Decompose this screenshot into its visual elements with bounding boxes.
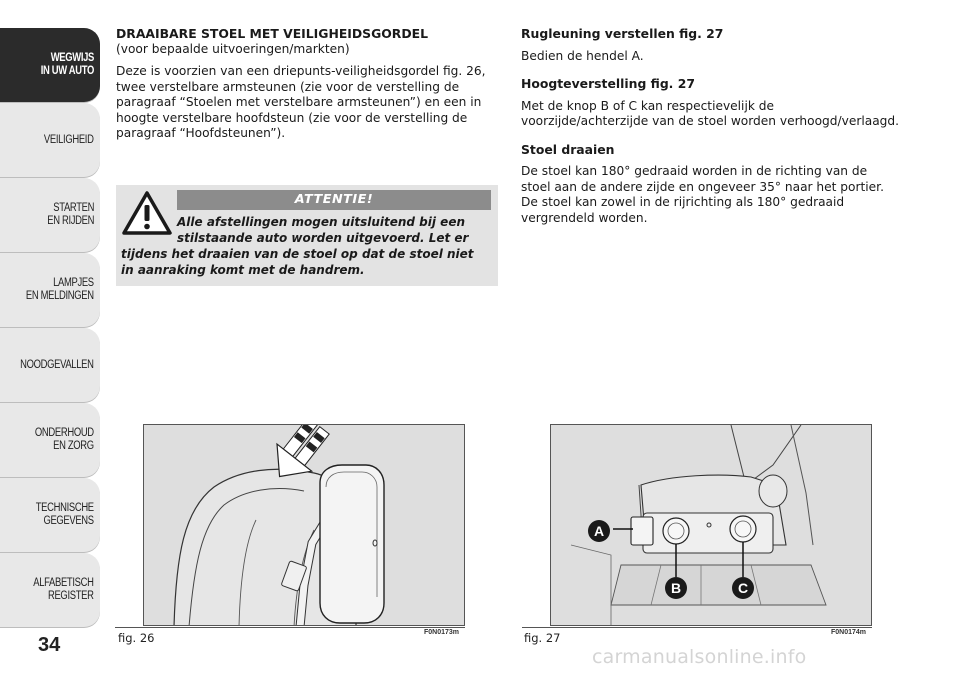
seat-belt-drawing bbox=[144, 425, 465, 626]
seat-controls-drawing bbox=[551, 425, 872, 626]
tab-label: VEILIGHEID bbox=[44, 133, 94, 146]
tab-label: ALFABETISCH REGISTER bbox=[33, 577, 94, 602]
right-column bbox=[521, 26, 921, 226]
callout-a bbox=[588, 520, 610, 542]
figure-26-seatbelt-illustration bbox=[143, 424, 465, 626]
callout-c bbox=[732, 577, 754, 599]
paragraph-line: paragraaf “Hoofdsteunen”). bbox=[116, 126, 286, 140]
tab-starten-en-rijden[interactable] bbox=[0, 178, 100, 252]
body-line: Bedien de hendel A. bbox=[521, 48, 644, 63]
body-line: voorzijde/achterzijde van de stoel worden verhoogd/verlaagd. bbox=[521, 114, 900, 128]
figure-caption: fig. 27 bbox=[524, 631, 561, 645]
figure-code: F0N0173m bbox=[424, 629, 460, 636]
section-title-rugleuning: Rugleuning verstellen fig. 27 bbox=[521, 26, 724, 41]
figure-rule bbox=[115, 627, 465, 628]
body-line: stoel aan de andere zijde en ongeveer 35° naar het portier. bbox=[521, 179, 884, 194]
tab-label: LAMPJES EN MELDINGEN bbox=[26, 277, 94, 302]
figure-rule bbox=[522, 627, 872, 628]
tab-label: WEGWIJS IN UW AUTO bbox=[40, 52, 94, 77]
paragraph-line: hoogte verstelbare hoofdsteun (zie voor de verstelling de bbox=[116, 110, 468, 125]
paragraph-line: paragraaf “Stoelen met verstelbare armsteunen”) en een in bbox=[116, 95, 482, 109]
section-heading: DRAAIBARE STOEL MET VEILIGHEIDSGORDEL bbox=[116, 26, 428, 41]
warning-line: Alle afstellingen mogen uitsluitend bij een bbox=[177, 215, 465, 229]
body-line: De stoel kan zowel in de rijrichting als 180° gedraaid bbox=[521, 195, 845, 209]
callout-label-a: A bbox=[593, 523, 605, 539]
body-line: De stoel kan 180° gedraaid worden in de richting van de bbox=[521, 164, 868, 178]
paragraph-line: Deze is voorzien van een driepunts-veiligheidsgordel fig. 26, bbox=[116, 64, 486, 78]
section-subheading: (voor bepaalde uitvoeringen/markten) bbox=[116, 41, 350, 56]
callout-label-c: C bbox=[737, 580, 749, 596]
page-number: 34 bbox=[38, 634, 61, 656]
left-column bbox=[116, 26, 498, 142]
tab-veiligheid[interactable] bbox=[0, 103, 100, 177]
warning-line: in aanraking komt met de handrem. bbox=[121, 263, 365, 277]
tab-label: ONDERHOUD EN ZORG bbox=[35, 427, 94, 452]
watermark: carmanualsonline.info bbox=[592, 646, 807, 668]
section-title-hoogteverstelling: Hoogteverstelling fig. 27 bbox=[521, 76, 695, 91]
warning-box bbox=[116, 185, 498, 286]
tab-wegwijs-in-uw-auto[interactable] bbox=[0, 28, 100, 102]
tab-label: STARTEN EN RIJDEN bbox=[47, 202, 94, 227]
tab-label: TECHNISCHE GEGEVENS bbox=[35, 502, 94, 527]
tab-technische-gegevens[interactable] bbox=[0, 478, 100, 552]
warning-triangle-icon bbox=[122, 191, 172, 235]
warning-line: tijdens het draaien van de stoel op dat de stoel niet bbox=[121, 247, 474, 261]
figure-code: F0N0174m bbox=[831, 629, 867, 636]
body-line: Met de knop B of C kan respectievelijk de bbox=[521, 98, 774, 113]
tab-noodgevallen[interactable] bbox=[0, 328, 100, 402]
tab-alfabetisch-register[interactable] bbox=[0, 553, 100, 627]
paragraph-line: twee verstelbare armsteunen (zie voor de verstelling de bbox=[116, 79, 460, 94]
warning-title: ATTENTIE! bbox=[177, 190, 491, 210]
callout-b bbox=[665, 577, 687, 599]
tab-onderhoud-en-zorg[interactable] bbox=[0, 403, 100, 477]
figure-caption: fig. 26 bbox=[118, 631, 155, 645]
section-title-stoel-draaien: Stoel draaien bbox=[521, 141, 615, 157]
warning-line: stilstaande auto worden uitgevoerd. Let er bbox=[177, 231, 469, 245]
tab-lampjes-en-meldingen[interactable] bbox=[0, 253, 100, 327]
figure-27-seat-controls-illustration bbox=[550, 424, 872, 626]
tab-label: NOODGEVALLEN bbox=[20, 358, 94, 371]
body-line: vergrendeld worden. bbox=[521, 210, 648, 225]
callout-label-b: B bbox=[670, 580, 682, 596]
